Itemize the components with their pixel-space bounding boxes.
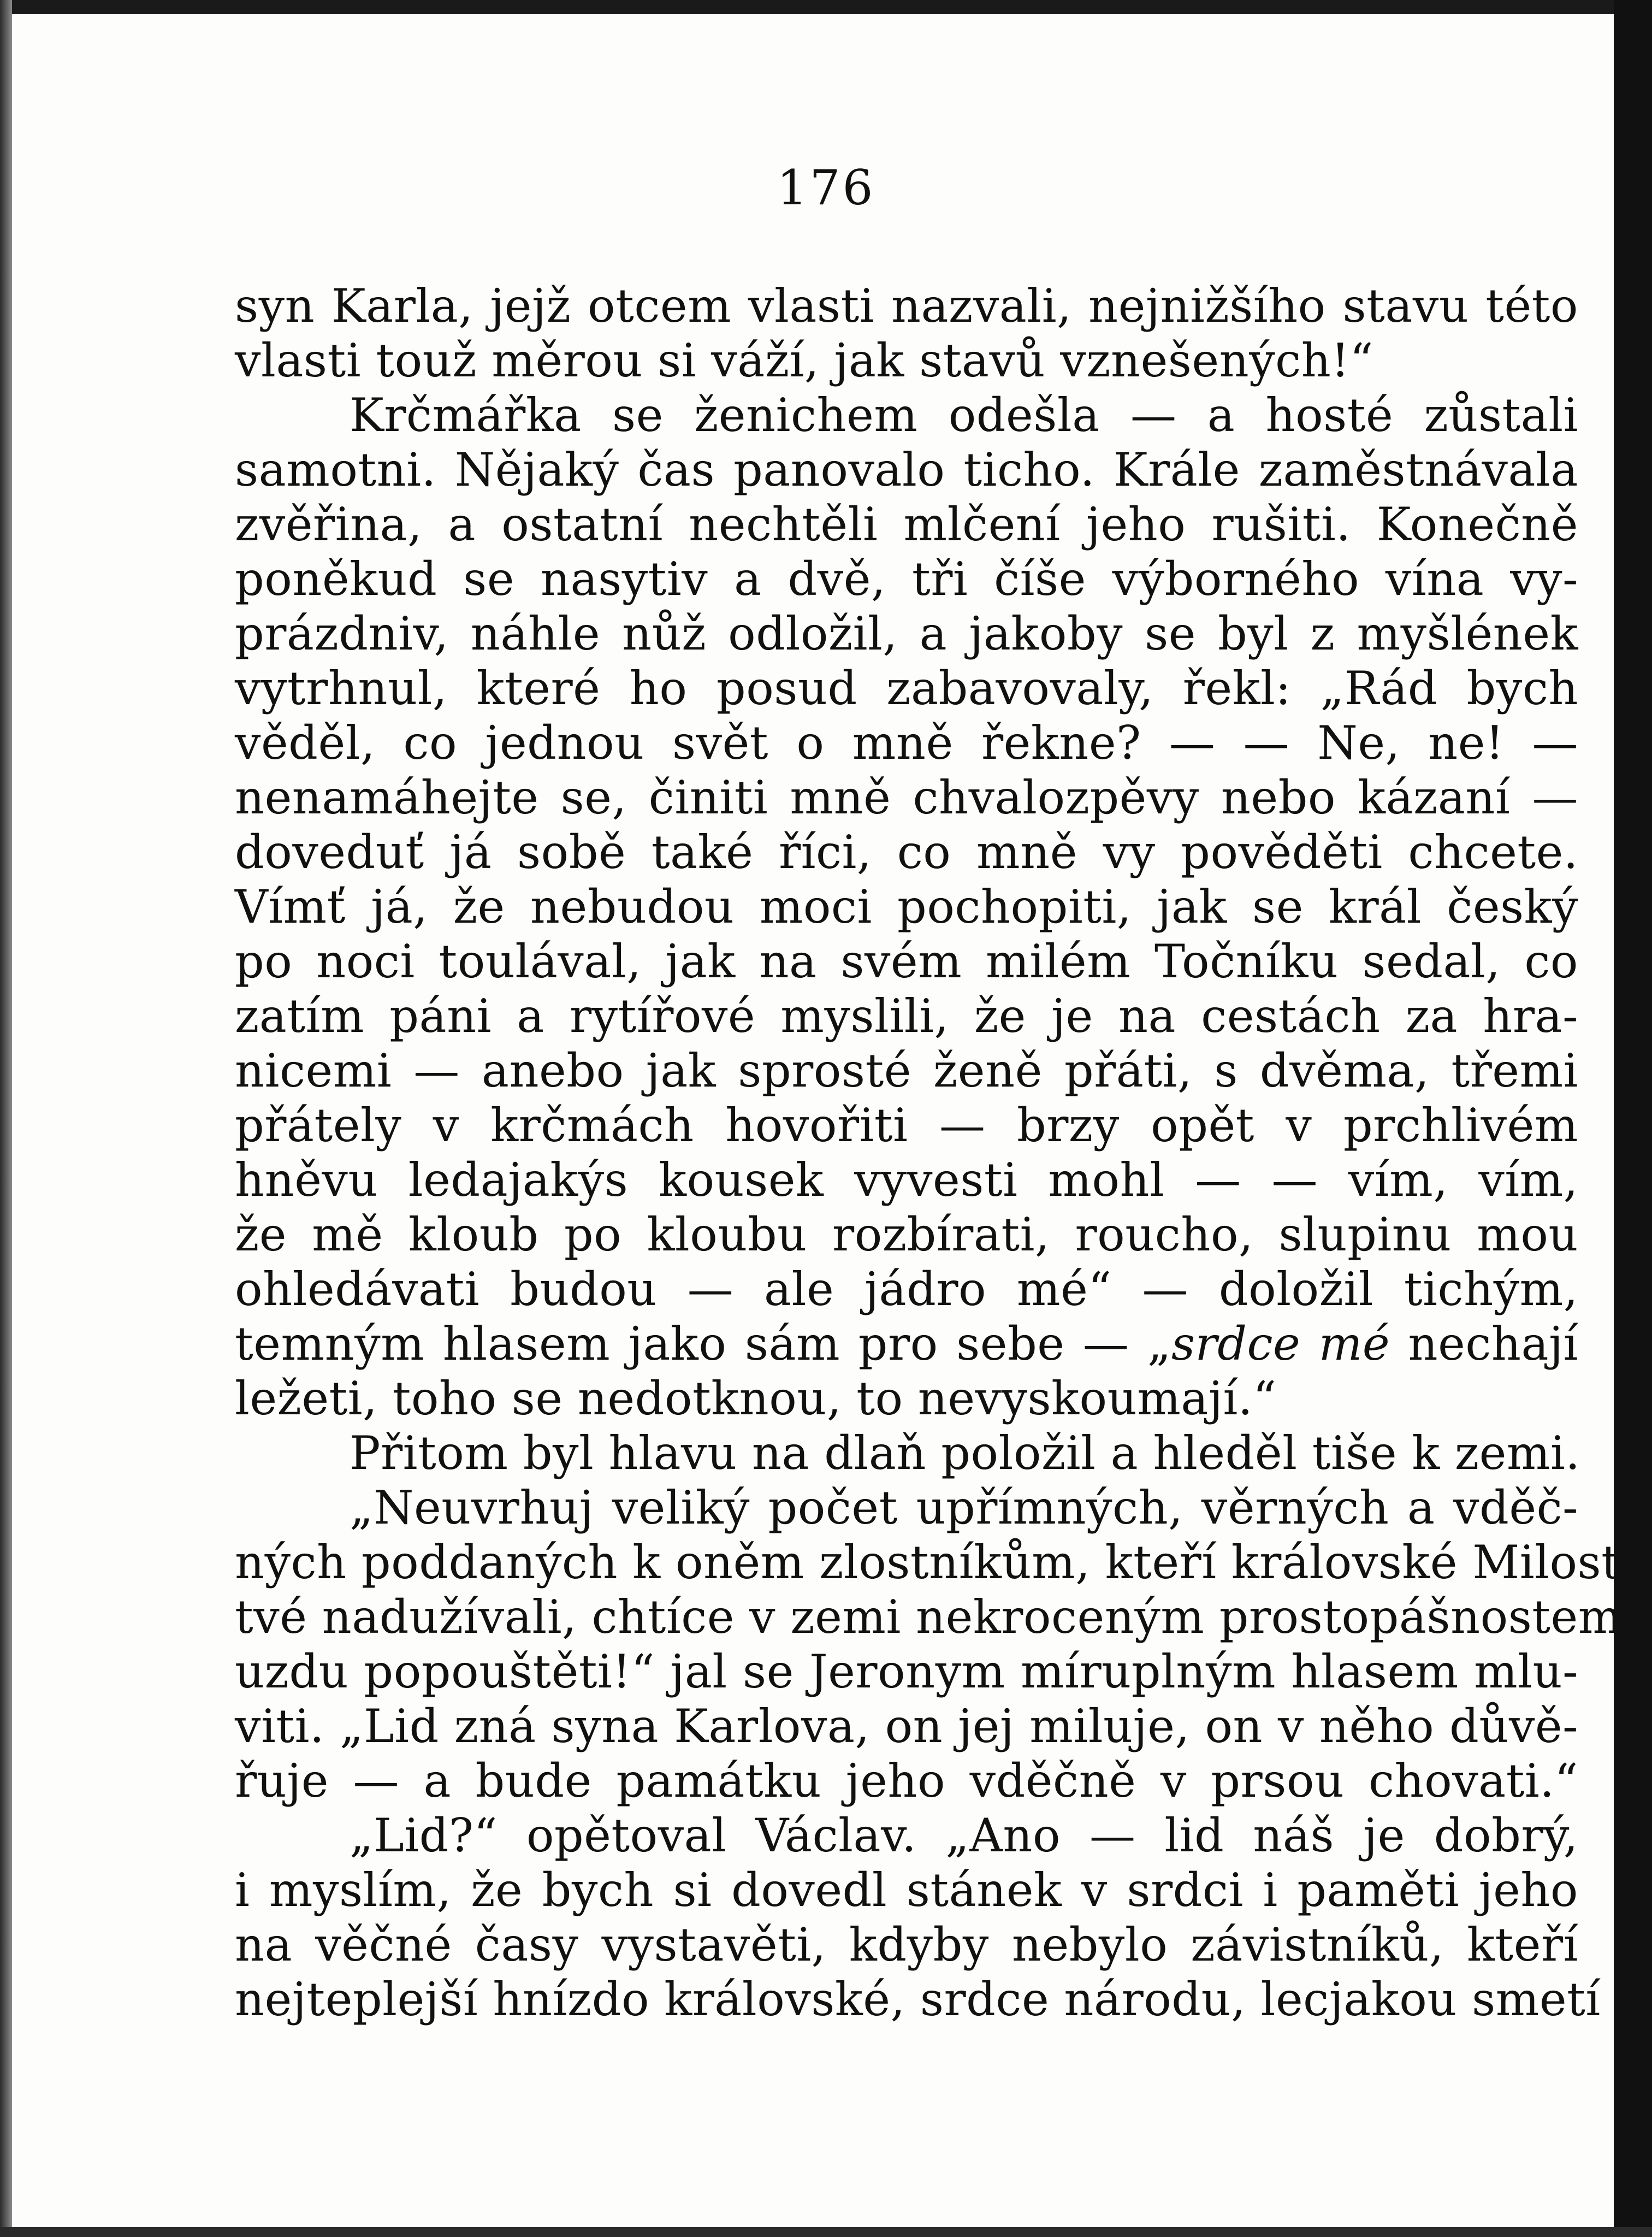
text-line: zvěřina, a ostatní nechtěli mlčení jeho rušiti. Konečně bbox=[235, 498, 1578, 551]
text-line: samotni. Nějaký čas panovalo ticho. Krále zaměstnávala bbox=[235, 443, 1578, 497]
text-line: přátely v krčmách hovořiti — brzy opět v prchlivém bbox=[235, 1099, 1578, 1152]
text-line: prázdniv, náhle nůž odložil, a jakoby se byl z myšlének bbox=[235, 607, 1578, 660]
text-line: vytrhnul, které ho posud zabavovaly, řekl: „Rád bych bbox=[235, 662, 1578, 715]
text-line: uzdu popouštěti!“ jal se Jeronym míruplným hlasem mlu- bbox=[235, 1645, 1578, 1698]
text-line: Vímť já, že nebudou moci pochopiti, jak se král český bbox=[235, 880, 1578, 934]
text-line: ohledávati budou — ale jádro mé“ — doložil tichým, bbox=[235, 1262, 1578, 1316]
text-line: i myslím, že bych si dovedl stánek v srdci i paměti jeho bbox=[235, 1863, 1578, 1917]
text-line: nenamáhejte se, činiti mně chvalozpěvy nebo kázaní — bbox=[235, 771, 1578, 824]
text-line-with-italic bbox=[235, 1317, 1578, 1371]
text-line: že mě kloub po kloubu rozbírati, roucho, slupinu mou bbox=[235, 1208, 1578, 1261]
text-line: „Lid?“ opětoval Václav. „Ano — lid náš je dobrý, bbox=[350, 1809, 1578, 1862]
text-line: Krčmářka se ženichem odešla — a hosté zůstali bbox=[350, 388, 1578, 442]
text-run: nechají bbox=[1390, 1317, 1578, 1371]
text-line: věděl, co jednou svět o mně řekne? — — Ne, ne! — bbox=[235, 716, 1578, 770]
text-line: doveduť já sobě také říci, co mně vy pověděti chcete. bbox=[235, 825, 1578, 879]
text-line: zatím páni a rytířové myslili, že je na cestách za hra- bbox=[235, 989, 1578, 1043]
text-line: řuje — a bude památku jeho vděčně v prsou chovati.“ bbox=[235, 1754, 1578, 1808]
text-line: tvé nadužívali, chtíce v zemi nekroceným prostopášnostem bbox=[235, 1590, 1622, 1644]
text-line: Přitom byl hlavu na dlaň položil a hleděl tiše k zemi. bbox=[350, 1426, 1580, 1480]
text-line: syn Karla, jejž otcem vlasti nazvali, nejnižšího stavu této bbox=[235, 279, 1578, 333]
text-line: nicemi — anebo jak sprosté ženě přáti, s dvěma, třemi bbox=[235, 1044, 1578, 1097]
text-line: nejteplejší hnízdo královské, srdce národu, lecjakou smetí bbox=[235, 1973, 1601, 2026]
text-line: ležeti, toho se nedotknou, to nevyskoumají.“ bbox=[235, 1372, 1277, 1425]
text-line: vlasti touž měrou si váží, jak stavů vznešených!“ bbox=[235, 334, 1374, 387]
text-line: na věčné časy vystavěti, kdyby nebylo závistníků, kteří bbox=[235, 1918, 1578, 1972]
text-line: po noci toulával, jak na svém milém Točníku sedal, co bbox=[235, 935, 1578, 988]
text-line: „Neuvrhuj veliký počet upřímných, věrných a vděč- bbox=[350, 1481, 1578, 1534]
text-line: poněkud se nasytiv a dvě, tři číše výborného vína vy- bbox=[235, 552, 1578, 606]
italic-text-run: srdce mé bbox=[1171, 1317, 1390, 1371]
page-number: 176 bbox=[777, 160, 875, 216]
text-run: temným hlasem jako sám pro sebe — „ bbox=[235, 1317, 1171, 1371]
text-line: ných poddaných k oněm zlostníkům, kteří královské Milosti bbox=[235, 1536, 1635, 1589]
text-line: viti. „Lid zná syna Karlova, on jej miluje, on v něho důvě- bbox=[235, 1699, 1578, 1753]
text-line: hněvu ledajakýs kousek vyvesti mohl — — vím, vím, bbox=[235, 1153, 1578, 1207]
